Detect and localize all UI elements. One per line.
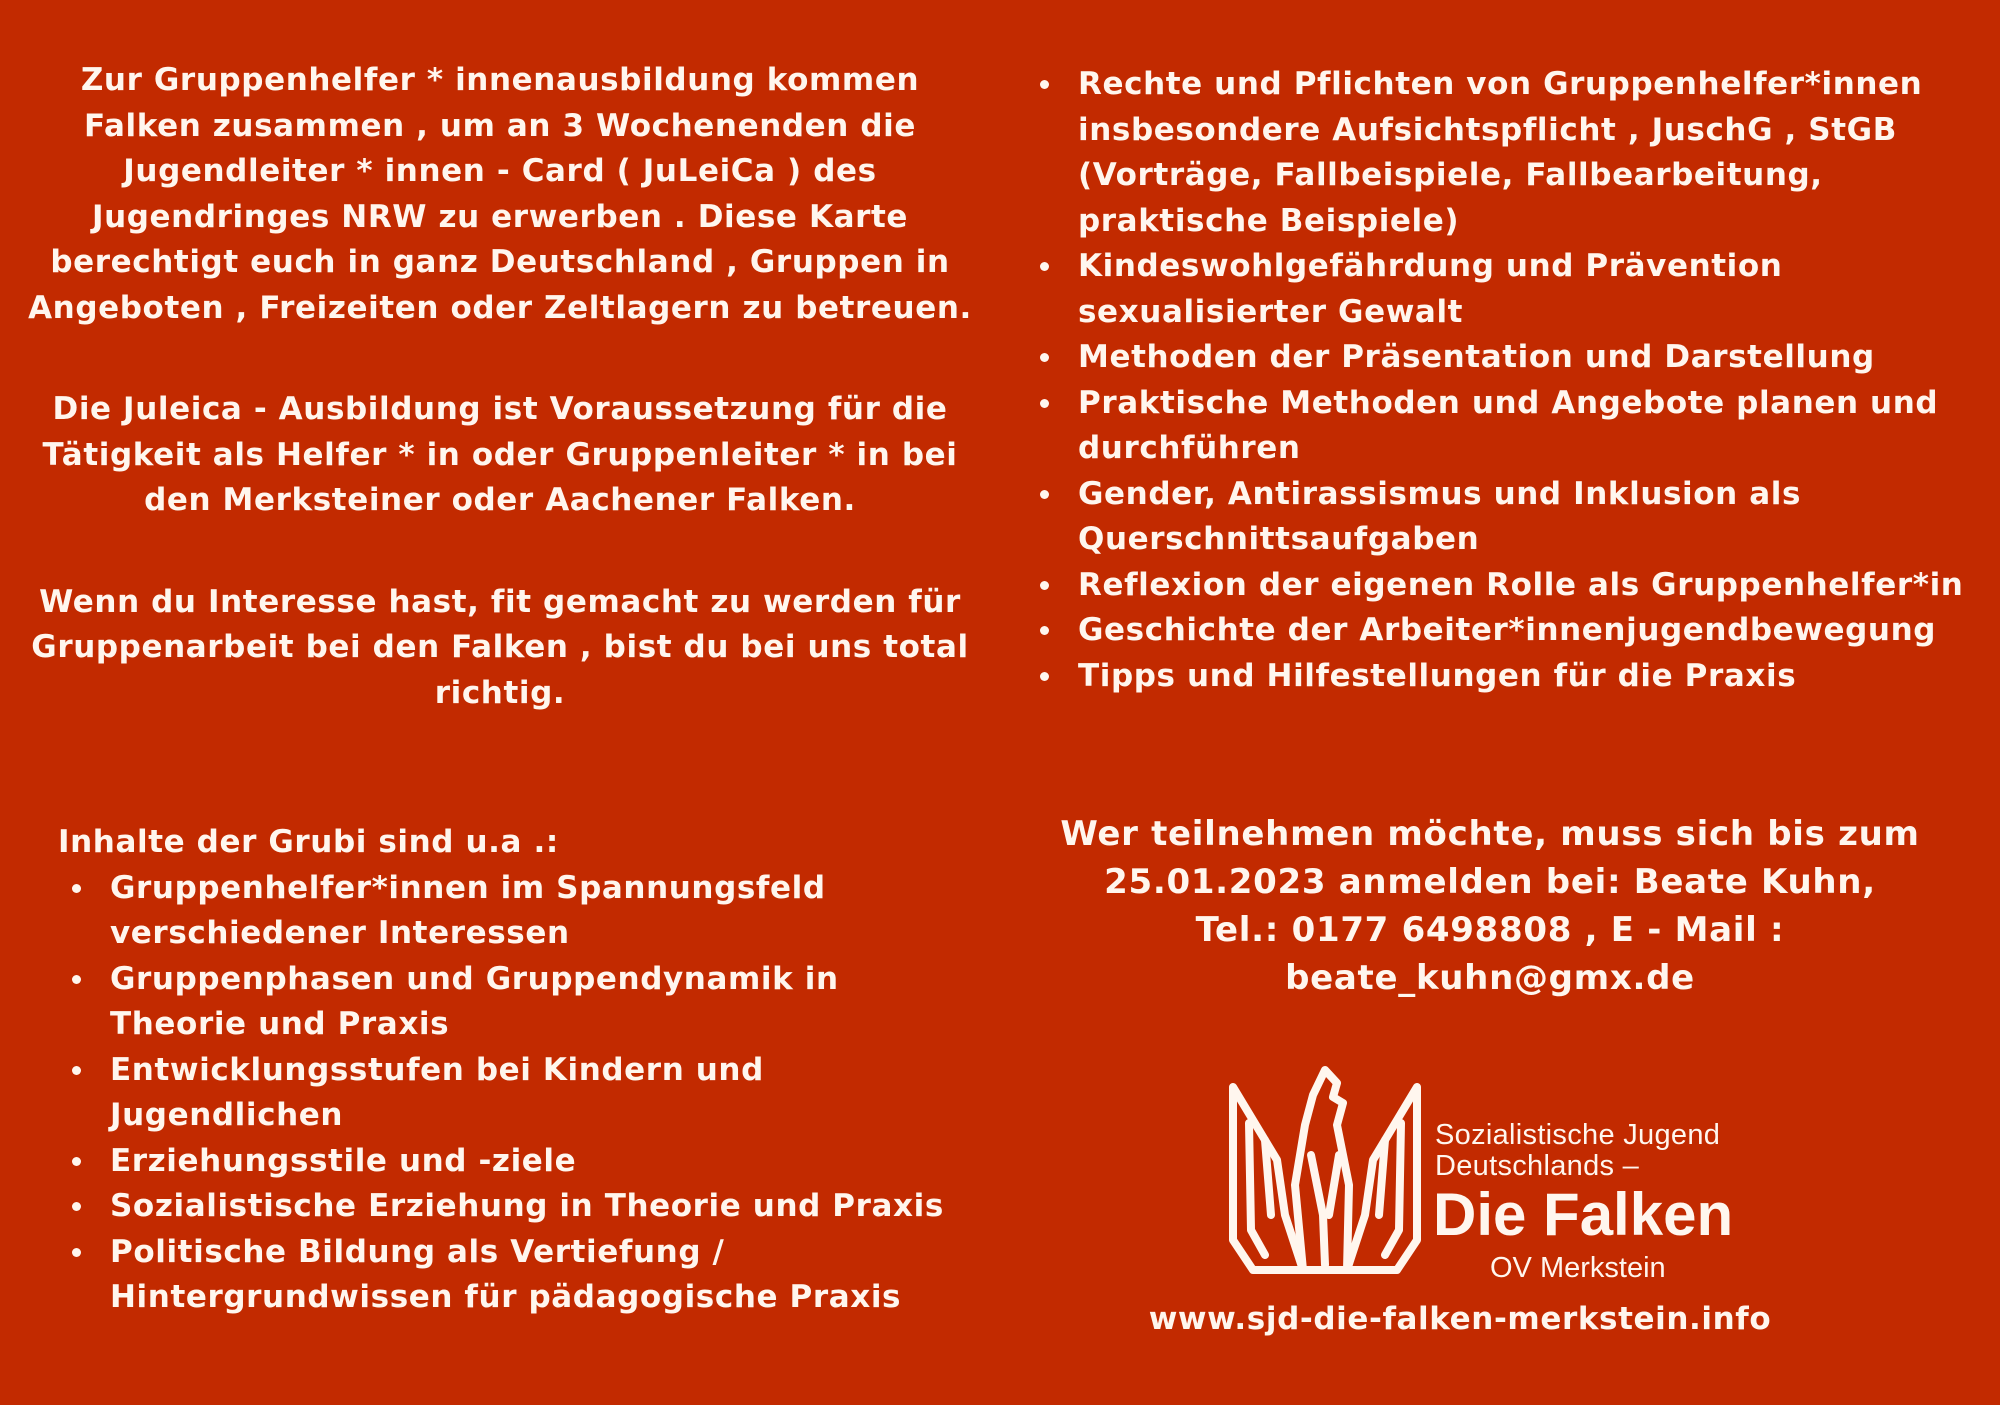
contact-line-2: 25.01.2023 anmelden bei: Beate Kuhn,	[1104, 862, 1876, 902]
intro-paragraph-3: Wenn du Interesse hast, fit gemacht zu werden für Gruppenarbeit bei den Falken , bist du bei uns total richtig.	[31, 583, 969, 711]
list-item: Rechte und Pflichten von Gruppenhelfer*innen insbesondere Aufsichtspflicht , JuschG , StGB (Vorträge, Fallbeispiele, Fallbearbeitung, praktische Beispiele)	[1040, 62, 1990, 244]
falken-logo	[1225, 1065, 1785, 1295]
list-item: Reflexion der eigenen Rolle als Gruppenhelfer*in	[1040, 563, 1990, 609]
list-item: Gender, Antirassismus und Inklusion als Querschnittsaufgaben	[1040, 472, 1990, 563]
contact-line-1: Wer teilnehmen möchte, muss sich bis zum	[1060, 814, 1920, 854]
logo-line-1: Sozialistische Jugend	[1435, 1119, 1721, 1151]
list-item: Praktische Methoden und Angebote planen und durchführen	[1040, 381, 1990, 472]
logo-title: Die Falken	[1433, 1181, 1734, 1248]
list-item: Erziehungsstile und -ziele	[72, 1139, 958, 1185]
list-item: Geschichte der Arbeiter*innenjugendbewegung	[1040, 608, 1990, 654]
website-link[interactable]: www.sjd-die-falken-merkstein.info	[1148, 1301, 1772, 1337]
list-item: Kindeswohlgefährdung und Prävention sexualisierter Gewalt	[1040, 244, 1990, 335]
content-list-left	[58, 820, 958, 1321]
contact-email[interactable]: beate_kuhn@gmx.de	[1285, 958, 1695, 998]
falcon-icon	[1225, 1065, 1425, 1275]
intro-paragraph-2: Die Juleica - Ausbildung ist Voraussetzung für die Tätigkeit als Helfer * in oder Gruppenleiter * in bei den Merksteiner oder Aachener Falken.	[42, 391, 958, 518]
inhalte-heading: Inhalte der Grubi sind u.a .:	[58, 824, 559, 860]
logo-line-2: Deutschlands –	[1435, 1150, 1640, 1182]
contact-line-3: Tel.: 0177 6498808 , E - Mail :	[1195, 910, 1785, 950]
bottom-border	[0, 1405, 2000, 1409]
content-list-right	[1040, 62, 1990, 699]
intro-paragraph-1: Zur Gruppenhelfer * innenausbildung kommen Falken zusammen , um an 3 Wochenenden die Jugendleiter * innen - Card ( JuLeiCa ) des Jugendringes NRW zu erwerben . Diese Karte berechtigt euch in ganz Deutschland , Gruppen in Angeboten , Freizeiten oder Zeltlagern zu betreuen.	[28, 62, 972, 326]
list-item: Entwicklungsstufen bei Kindern und Jugendlichen	[72, 1048, 958, 1139]
intro-text	[20, 58, 980, 716]
list-item: Sozialistische Erziehung in Theorie und Praxis	[72, 1184, 958, 1230]
list-item: Gruppenhelfer*innen im Spannungsfeld verschiedener Interessen	[72, 866, 958, 957]
list-item: Tipps und Hilfestellungen für die Praxis	[1040, 654, 1990, 700]
registration-contact	[1040, 810, 1940, 1002]
list-item: Methoden der Präsentation und Darstellung	[1040, 335, 1990, 381]
list-item: Gruppenphasen und Gruppendynamik in Theorie und Praxis	[72, 957, 958, 1048]
list-item: Politische Bildung als Vertiefung / Hintergrundwissen für pädagogische Praxis	[72, 1230, 958, 1321]
logo-subtitle: OV Merkstein	[1490, 1252, 1666, 1284]
